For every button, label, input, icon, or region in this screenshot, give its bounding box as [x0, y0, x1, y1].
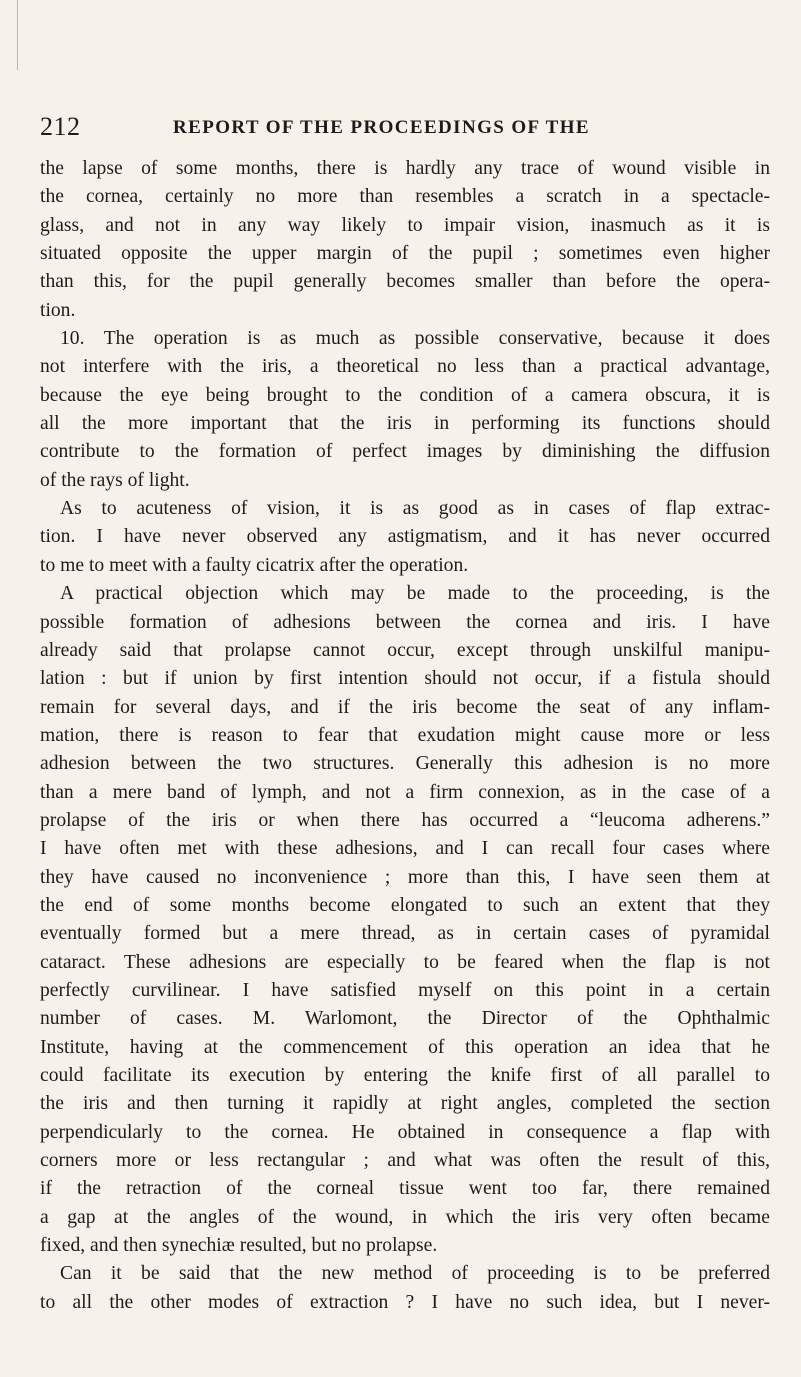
page-header: [40, 112, 770, 146]
text-line: because the eye being brought to the condition of a camera obscura, it is: [40, 384, 770, 406]
text-line: than a mere band of lymph, and not a firm connexion, as in the case of a: [40, 781, 770, 803]
text-line: Institute, having at the commencement of this operation an idea that he: [40, 1036, 770, 1058]
page-number: 212: [40, 112, 81, 141]
text-line: lation : but if union by first intention should not occur, if a fistula should: [40, 668, 770, 690]
text-line: situated opposite the upper margin of the pupil ; sometimes even higher: [40, 243, 770, 265]
text-line: to me to meet with a faulty cicatrix after the operation.: [40, 554, 469, 576]
text-line: all the more important that the iris in performing its functions should: [40, 413, 770, 435]
text-line: contribute to the formation of perfect images by diminishing the diffusion: [40, 441, 770, 463]
paragraph-start-line: 10. The operation is as much as possible conservative, because it does: [60, 328, 770, 350]
text-line: perfectly curvilinear. I have satisfied myself on this point in a certain: [40, 979, 770, 1001]
text-line: the cornea, certainly no more than resembles a scratch in a spectacle-: [40, 186, 770, 208]
text-line: prolapse of the iris or when there has occurred a “leucoma adherens.”: [40, 809, 770, 831]
text-line: to all the other modes of extraction ? I have no such idea, but I never-: [40, 1291, 770, 1313]
text-line: fixed, and then synechiæ resulted, but no prolapse.: [40, 1235, 438, 1257]
text-line: eventually formed but a mere thread, as in certain cases of pyramidal: [40, 923, 770, 945]
paragraph-start-line: A practical objection which may be made to the proceeding, is the: [60, 583, 770, 605]
body-text: [40, 155, 770, 1317]
paragraph-start-line: Can it be said that the new method of proceeding is to be preferred: [60, 1263, 770, 1285]
text-line: tion.: [40, 299, 76, 321]
text-line: I have often met with these adhesions, and I can recall four cases where: [40, 838, 770, 860]
text-line: tion. I have never observed any astigmatism, and it has never occurred: [40, 526, 770, 548]
text-line: not interfere with the iris, a theoretical no less than a practical advantage,: [40, 356, 770, 378]
text-line: they have caused no inconvenience ; more than this, I have seen them at: [40, 866, 770, 888]
text-line: a gap at the angles of the wound, in which the iris very often became: [40, 1206, 770, 1228]
text-line: of the rays of light.: [40, 469, 190, 491]
paragraph-start-line: As to acuteness of vision, it is as good as in cases of flap extrac-: [60, 498, 770, 520]
running-head: REPORT OF THE PROCEEDINGS OF THE: [173, 117, 590, 138]
text-line: than this, for the pupil generally becomes smaller than before the opera-: [40, 271, 770, 293]
text-line: the lapse of some months, there is hardly any trace of wound visible in: [40, 158, 770, 179]
text-line: possible formation of adhesions between the cornea and iris. I have: [40, 611, 770, 633]
text-line: the end of some months become elongated to such an extent that they: [40, 894, 770, 916]
text-line: if the retraction of the corneal tissue went too far, there remained: [40, 1178, 770, 1200]
text-line: mation, there is reason to fear that exudation might cause more or less: [40, 724, 770, 746]
text-line: could facilitate its execution by entering the knife first of all parallel to: [40, 1065, 770, 1086]
text-line: already said that prolapse cannot occur, except through unskilful manipu-: [40, 639, 770, 661]
text-line: the iris and then turning it rapidly at right angles, completed the section: [40, 1093, 770, 1115]
page-edge-mark: [17, 0, 18, 70]
text-line: adhesion between the two structures. Generally this adhesion is no more: [40, 753, 770, 775]
text-line: remain for several days, and if the iris become the seat of any inflam-: [40, 696, 770, 718]
text-line: number of cases. M. Warlomont, the Director of the Ophthalmic: [40, 1008, 770, 1030]
text-line: corners more or less rectangular ; and what was often the result of this,: [40, 1150, 770, 1172]
text-line: perpendicularly to the cornea. He obtained in consequence a flap with: [40, 1121, 770, 1143]
text-line: glass, and not in any way likely to impair vision, inasmuch as it is: [40, 214, 770, 236]
text-line: cataract. These adhesions are especially to be feared when the flap is not: [40, 951, 770, 973]
